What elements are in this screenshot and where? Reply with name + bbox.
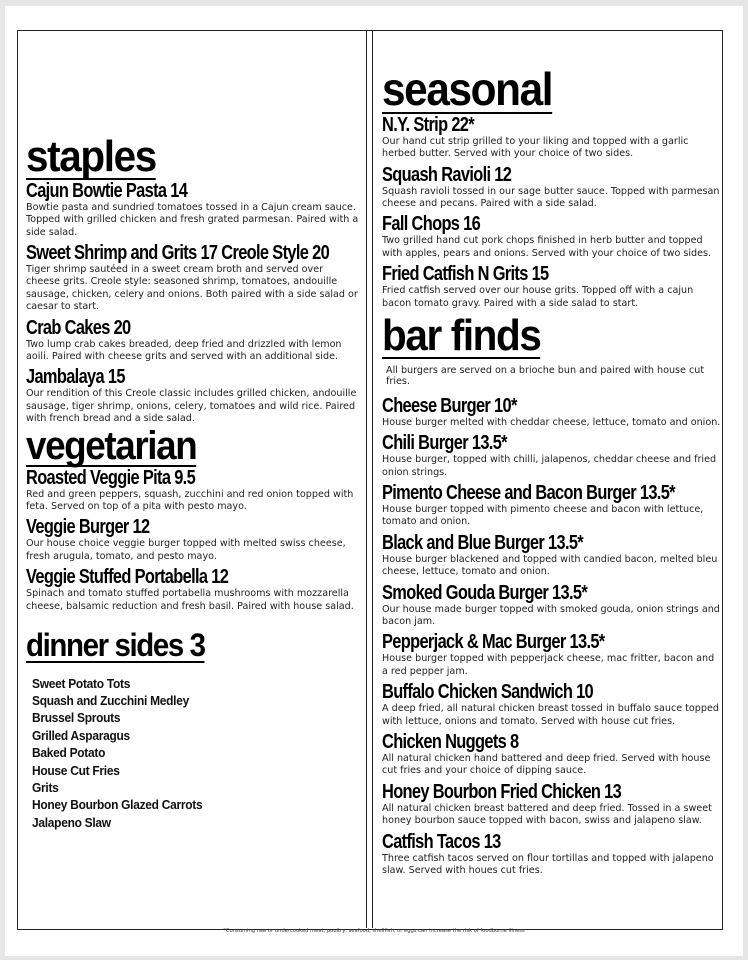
menu-item-description: Our hand cut strip grilled to your liking and topped with a garlic herbed butter. Served with your choice of two sides. [382,135,689,160]
side-item: Honey Bourbon Glazed Carrots [32,797,203,813]
right-column [382,63,722,880]
menu-item-name: Crab Cakes 20 [26,316,131,339]
menu-item-name: Black and Blue Burger 13.5* [382,531,584,554]
menu-item-description: Two grilled hand cut pork chops finished in herb butter and topped with apples, pears and onions. Served with your choice of two sides. [382,235,712,259]
menu-item-description: Red and green peppers, squash, zucchini and red onion topped with feta. Served on top of a pita with pesto mayo. [26,488,354,513]
side-item: Jalapeno Slaw [32,814,111,830]
side-item: House Cut Fries [32,762,120,778]
side-item: Grilled Asparagus [32,727,130,743]
dinner-sides-list [32,675,360,832]
menu-item-description: Three catfish tacos served on flour tortillas and topped with jalapeno slaw. Served with houes cut fries. [382,852,714,877]
menu-item-description: Two lump crab cakes breaded, deep fried and drizzled with lemon aoili. Paired with cheese grits and served with an additional side. [26,338,342,363]
menu-item-description: Tiger shrimp sautéed in a sweet cream broth and served over cheese grits. Creole style: seasoned shrimp, tomatoes, andouille sausage, chicken, celery and onions. Both paired with a side salad or caesar to start. [26,264,358,313]
staples-list [26,180,360,426]
menu-item-name: Pimento Cheese and Bacon Burger 13.5* [382,481,675,504]
section-title-dinner-sides: dinner sides 3 [26,627,205,664]
menu-item-description: Squash ravioli tossed in our sage butter sauce. Topped with parmesan cheese and pecans. Paired with a side salad. [382,185,720,209]
menu-item-description: A deep fried, all natural chicken breast tossed in buffalo sauce topped with lettuce, onions and tomato. Served with house cut fries. [382,703,719,727]
menu-item-description: Spinach and tomato stuffed portabella mushrooms with mozzarella cheese, balsamic reduction and fresh basil. Paired with house salad. [26,588,354,612]
section-title-staples: staples [26,132,156,181]
menu-item-description: House burger topped with pepperjack cheese, mac fritter, bacon and a red pepper jam. [382,653,715,677]
menu-item-name: Cajun Bowtie Pasta 14 [26,179,188,202]
section-title-bar-finds: bar finds [382,310,541,360]
menu-item-name: Fried Catfish N Grits 15 [382,263,549,286]
menu-item-description: Our house choice veggie burger topped with melted swiss cheese, fresh arugula, tomato, and pesto mayo. [26,538,346,562]
bar-finds-note: All burgers are served on a brioche bun and paired with house cut fries. [386,364,705,387]
menu-item-name: Chicken Nuggets 8 [382,731,519,754]
menu-item-name: Veggie Stuffed Portabella 12 [26,566,229,589]
menu-item-description: Our house made burger topped with smoked gouda, onion strings and bacon jam. [382,603,720,627]
menu-item-description: Our rendition of this Creole classic includes grilled chicken, andouille sausage, tiger shrimp, onions, celery, tomatoes and wild rice. Paired with french bread and a side salad. [26,388,357,425]
menu-item-description: House burger, topped with chilli, jalapenos, cheddar cheese and fried onion strings. [382,454,717,478]
menu-item-name: Roasted Veggie Pita 9.5 [26,466,196,489]
column-divider [366,30,367,928]
section-title-seasonal: seasonal [382,63,553,115]
side-item: Sweet Potato Tots [32,675,131,691]
menu-item-name: Honey Bourbon Fried Chicken 13 [382,780,622,803]
vegetarian-list [26,467,360,613]
side-item: Grits [32,779,59,795]
footnote: *Consuming raw or undercooked meat, poultry, seafood, shellfish, or eggs can increase the risk of foodborne illness [223,928,525,934]
menu-item-name: Smoked Gouda Burger 13.5* [382,581,588,604]
menu-item-name: Fall Chops 16 [382,213,481,236]
side-item: Squash and Zucchini Medley [32,692,189,708]
menu-item-description: House burger blackened and topped with candied bacon, melted bleu cheese, lettuce, tomato and onion. [382,553,718,578]
column-divider [372,30,373,928]
menu-item-name: Chili Burger 13.5* [382,432,507,455]
side-item: Brussel Sprouts [32,710,121,726]
menu-item-name: Veggie Burger 12 [26,516,150,539]
menu-item-name: Catfish Tacos 13 [382,830,501,853]
menu-item-name: Squash Ravioli 12 [382,163,512,186]
menu-item-description: All natural chicken hand battered and deep fried. Served with house cut fries and your choice of dipping sauce. [382,753,711,777]
bar-finds-list [382,395,722,878]
menu-item-description: Bowtie pasta and sundried tomatoes tossed in a Cajun cream sauce. Topped with grilled chicken and fresh grated parmesan. Paired with a side salad. [26,201,359,238]
menu-item-description: House burger topped with pimento cheese and bacon with lettuce, tomato and onion. [382,503,704,528]
menu-item-name: Jambalaya 15 [26,366,125,389]
menu-item-description: All natural chicken breast battered and deep fried. Tossed in a sweet honey bourbon sauce topped with bacon, swiss and jalapeno slaw. [382,802,712,827]
menu-item-name: Cheese Burger 10* [382,394,517,417]
seasonal-list [382,114,722,310]
menu-item-description: Fried catfish served over our house grits. Topped off with a cajun bacon tomato gravy. Paired with a side salad to start. [382,285,694,309]
menu-item-description: House burger melted with cheddar cheese, lettuce, tomato and onion. [382,416,721,428]
section-title-vegetarian: vegetarian [26,423,197,468]
menu-item-name: Sweet Shrimp and Grits 17 Creole Style 20 [26,242,330,265]
side-item: Baked Potato [32,745,106,761]
menu-item-name: Pepperjack & Mac Burger 13.5* [382,631,605,654]
menu-item-name: Buffalo Chicken Sandwich 10 [382,681,594,704]
left-column [26,132,360,831]
menu-item-name: N.Y. Strip 22* [382,113,474,136]
